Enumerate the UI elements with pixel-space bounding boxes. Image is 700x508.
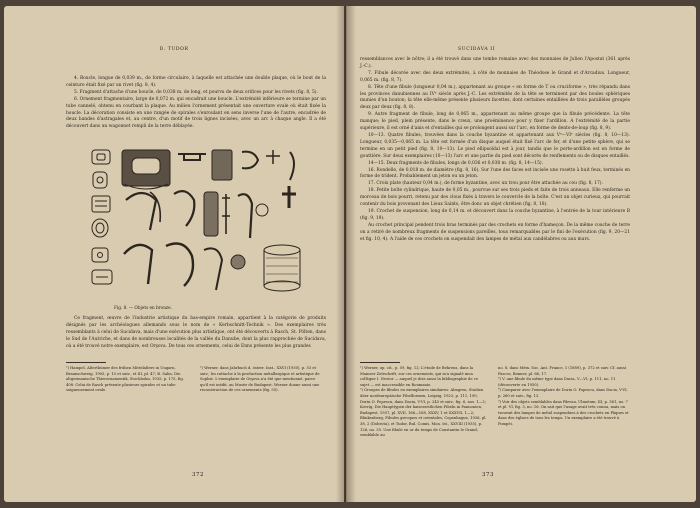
left-paragraphs-bottom bbox=[66, 316, 326, 351]
paragraph: 19. Crochet de suspension, long de 0,14 m. et découvert dans la couche byzantine, à l'entrée de la tour intérieure B (fig. 9, 19). bbox=[360, 208, 630, 221]
right-running-head: SUCIDAVA II bbox=[458, 47, 496, 52]
footnote: ¹) Hampel, Alterthümer des frühen Mittelalters in Ungarn, Braunschweig, 1905, p. 15 et suiv., et III, pl. 47; B. Salin, Die altgermanische Thierornamentik, Stockholm, 1935, p. 175, fig. 408. Celui de Rasch présente plusieurs spirales et un tube soigneusement ovale. bbox=[66, 366, 184, 393]
footnote: ²) Groupes de fibules en exemplaires similaires: Almgren, Studien über nordeuropäische Fibelformen, Leipzig, 1923, p. 111, 190; Dorin O. Popescu, dans Dacia, V-VI, p. 245 et suiv., fig. 6, nos. 1—2; Kovrig, Die Haupttypen der kaiserzeitlichen Fibeln in Pannonien, Budapest, 1937, pl. XVII, 166—168, XXXV, 1 et XXXVII, 1—2; Blinkenberg, Fibules grecques et orientales, Copenhague, 1926, pl. 38, 2 (Dobrota), et Tudor, Bul. Comis. Mon. Ist., XXVIII (1935), p. 126, no. 35. Une fibule en or du temps de Constantin le Grand, semblable au bbox=[360, 388, 487, 438]
figure-caption: Fig. 8. — Objets en bronze. bbox=[114, 305, 172, 310]
paragraph: 18. Petite boîte cylindrique, haute de 0,05 m., pourvue sur ses trois pieds et faite de trois anneaux. Elle renferme un morceau de bois pourri, retenu par des clous fixés à travers le couvercle de la boîte. C'est un objet curieux, qui pourrait contenir du bois provenant des Lieux Saints, être donc un objet chrétien (fig. 8, 18). bbox=[360, 188, 630, 208]
paragraph: 6. Ornement fragmentaire, large de 0,072 m. qui encadrait une boucle. L'extrémité inférieure se termine par un tube cannelé, obtenu en courbant la plaque. Au milieu l'ornement présentait une ouverture ovale où était fixée la boucle. La décoration consiste en une rangée de spirales s'enroulant en sens inverse l'une de l'autre, encadrée de deux bandes d'astragales et, au centre, d'un motif de trois lignes incisées, avec un arc à chaque angle. Il a été découvert dans un wagonnet rempli de la terre déblayée. bbox=[66, 96, 326, 130]
footnote: ³) V. une fibule du même type dans Dacia, V—VI, p. 111, no. 11 (découverte en 1930). bbox=[498, 377, 616, 387]
right-footnotes bbox=[360, 366, 630, 462]
right-page-number: 373 bbox=[482, 472, 494, 478]
buckle-drawing bbox=[92, 150, 112, 284]
ornament-plate-drawing bbox=[122, 150, 170, 189]
footnote-rule bbox=[360, 362, 400, 363]
paragraph: 4. Boucle, longue de 0,039 m., de forme circulaire, à laquelle est attachée une double plaque, où le bout de la ceinture était fixé par un rivet (fig. 8, 4). bbox=[66, 76, 326, 88]
left-running-head: D. TUDOR bbox=[159, 47, 189, 52]
paragraph: Au crochet principal pendent trois bras terminés par des crochets en forme d'hameçon. De la même couche de terre on a retiré de nombreux fragments de suspensions pareilles, tous remarquables par le fini de l'exécution (fig. 9, 20—21 et fig. 10, 4). A l'aide de ces crochets on suspendait des lampes de métal aux candélabres ou aux murs. bbox=[360, 222, 630, 242]
left-page bbox=[4, 6, 344, 502]
footnote: ⁴) Comparer avec l'exemplaire de Dorin O. Popescu, dans Dacia, V-VI, p. 260 et suiv., fig. 13. bbox=[498, 388, 628, 398]
footnote-rule bbox=[66, 362, 106, 363]
paragraph: ressemblances avec le nôtre; il a été trouvé dans une tombe romaine avec des monnaies de Julien l'Apostat (361 après J.-C.). bbox=[360, 57, 630, 69]
footnote: ⁵) Voir des objets semblables dans Pârvan, Ulmetum, III, p. 361, no. 7 et pl. VI, fig. 3, no. 16. On sait que l'usage avait très connu, mais on trouvait des lampes de métal suspendues à des crochets en Pâques et dans des églises de tous les temps. Un exemplaire a été trouvé à Pompéi. bbox=[498, 399, 629, 426]
paragraph: 16. Rondelle, de 0,018 m. de diamètre (fig. 8, 16). Sur l'une des faces est incisée une rosette à huit feux, terminés en forme de trident. Probablement un jeton ou un jeton. bbox=[360, 167, 630, 180]
fibula-drawing bbox=[124, 244, 245, 290]
bronze-objects-figure bbox=[86, 146, 316, 304]
fibula-drawing bbox=[178, 150, 294, 180]
paragraph: 5. Fragment d'attache d'une boucle, de 0,038 m. de long, et pourvu de deux orifices pour les rivets (fig. 8, 5). bbox=[74, 89, 318, 95]
fibula-drawing bbox=[126, 186, 296, 238]
cylindrical-box-drawing bbox=[264, 245, 300, 291]
paragraph: 10—13. Quatre fibules, trouvées dans la couche byzantine et appartenant aux Vᵉ—VIᵉ siècles (fig. 8, 10—13). Longueur, 0,035—0,065 m. La tête est formée d'un disque auquel était fixé l'arc de fer, et d'une petite sphère, qui se termine en un petit pied (fig. 8, 10—13). Le pied ellipsoïdal est à jour, tandis que le porte-ardillon est en forme de gouttière. Sur deux exemplaires (10—13) l'arc et une partie du pied sont décorés de renflements ou de disques entaillés. bbox=[360, 132, 630, 159]
paragraph: 14—15. Deux fragments de fibules, longs de 0,036 et 0,038 m. (fig. 8, 14—15). bbox=[368, 160, 544, 166]
paragraph: 8. Tête d'une fibule (longueur 0,04 m.), appartenant au groupe « en forme de T ou cruciforme », très répandu dans les provinces danubiennes au IVᵉ siècle après J.-C. Les extrémités de la tête se terminent par des boules sphériques munies d'un bouton; la tête elle-même présente plusieurs facettes, dont certaines entaillées de trois parallèles groupés deux par deux (fig. 8, 8). bbox=[360, 84, 630, 111]
paragraph: 7. Fibule décorée avec des deux extrémités, à côté de monnaies de Théodose le Grand et d'Arcadius. Longueur, 0,065 m. (fig. 8, 7). bbox=[360, 70, 630, 83]
right-paragraphs bbox=[360, 57, 630, 243]
footnote: ²) Werner, dans Jahrbuch d. österr. Inst., XXVI (1930), p. 53 et suiv., les rattache à la production métallurgique et artistique de Sophie. L'exemplaire de Orşova n'a été que mentionné, parce qu'il est inédit, au Musée de Budapest. Werner donne aussi une reconstruction de ces ornements (fig. 55). bbox=[200, 366, 320, 393]
paragraph: 17. Croix plate (hauteur 0,04 m.), de forme byzantine, avec un trou pour être attachée au cou (fig. 8, 17). bbox=[368, 181, 603, 187]
footnote: no. 8, dans Mém. Soc. Ant. France, 1 (1889), p. 372 et suiv. Cf. aussi Fasces, Bonner, pl. 66, 17. bbox=[498, 366, 627, 376]
right-page bbox=[346, 6, 696, 502]
left-paragraphs-top bbox=[66, 76, 326, 131]
left-page-number: 372 bbox=[192, 472, 204, 478]
left-footnotes bbox=[66, 366, 326, 446]
paragraph: 9. Autre fragment de fibule, long de 0,065 m., appartenant au même groupe que la fibule précédente. La tête manque; le pied, plein présente, dans le creux, une proéminence pour y fixer l'ardillon. A l'extrémité de la partie supérieure, il est orné d'anis et d'entailles qui se prolongent aussi sur l'arc, en forme de dents-de-loup (fig. 8, 9). bbox=[360, 112, 630, 132]
paragraph: Ce fragment, œuvre de l'industrie artistique du bas-empire romain, appartient à la catégorie de produits désignés par les archéologues allemands sous le nom de « Kerbschnitt-Technik ». Des exemplaires très ressemblants à celui de Sucidava, mais d'une exécution plus artistique, ont été découverts à Rasch, St. Pölten, dans le Sud de l'Autriche, et dans de nombreuses localités de la vallée du Danube, dont la plus rapprochée de Sucidava, où a été trouvé notre exemplaire, est Orşova. De tous ces ornements, celui de Enns présente les plus grandes bbox=[66, 316, 326, 349]
footnote: ¹) Werner, op. cit., p. 59, fig. 12; L'étude de Behrens, dans la Mainzer Zeitschrift, sur ces ornements, qui m'a signalé mon collègue I. Nestor — auquel je dois aussi la bibliographie de ce sujet — est inaccessible en Roumanie. bbox=[360, 366, 478, 387]
